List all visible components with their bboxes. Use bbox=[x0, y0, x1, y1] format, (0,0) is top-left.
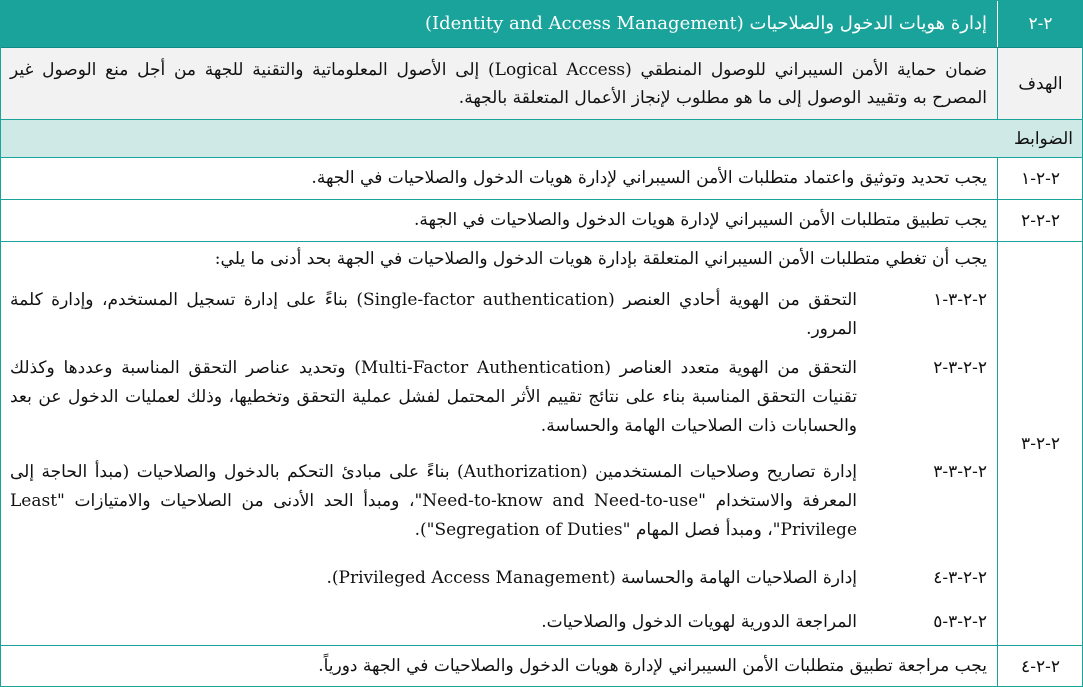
control-number: ٢-٢-٣ bbox=[997, 242, 1083, 645]
control-row bbox=[0, 200, 1083, 242]
section-title: إدارة هويات الدخول والصلاحيات (Identity and Access Management) bbox=[424, 13, 987, 34]
sub-control-number: ٢-٢-٣-٢ bbox=[933, 358, 987, 378]
control-number: ٢-٢-٤ bbox=[997, 646, 1083, 687]
section-number: ٢-٢ bbox=[997, 0, 1083, 47]
sub-control-item bbox=[10, 608, 987, 638]
control-row bbox=[0, 158, 1083, 200]
sub-control-number: ٢-٢-٣-٥ bbox=[933, 612, 987, 632]
goal-label: الهدف bbox=[997, 48, 1083, 119]
sub-control-item bbox=[10, 458, 987, 548]
sub-control-number: ٢-٢-٣-١ bbox=[933, 290, 987, 310]
sub-control-number: ٢-٢-٣-٤ bbox=[933, 568, 987, 588]
section-header-row bbox=[0, 0, 1083, 48]
controls-heading-row bbox=[0, 120, 1083, 158]
control-row bbox=[0, 242, 1083, 646]
goal-text: ضمان حماية الأمن السيبراني للوصول المنطقي (Logical Access) إلى الأصول المعلوماتية والتقنية للجهة من أجل منع الوصول غير المصرح به وتقييد الوصول إلى ما هو مطلوب لإنجاز الأعمال المتعلقة بالجهة. bbox=[10, 59, 987, 108]
sub-control-text: إدارة الصلاحيات الهامة والحساسة (Privileged Access Management). bbox=[326, 568, 857, 588]
sub-control-text: المراجعة الدورية لهويات الدخول والصلاحيات. bbox=[541, 612, 857, 632]
control-text: يجب تحديد وتوثيق واعتماد متطلبات الأمن السيبراني لإدارة هويات الدخول والصلاحيات في الجهة. bbox=[311, 168, 987, 188]
control-text: يجب أن تغطي متطلبات الأمن السيبراني المتعلقة بإدارة هويات الدخول والصلاحيات في الجهة بحد أدنى ما يلي: bbox=[214, 249, 987, 269]
controls-heading: الضوابط bbox=[1013, 128, 1073, 149]
sub-control-text: إدارة تصاريح وصلاحيات المستخدمين (Authorization) بناءً على مبادئ التحكم بالدخول والصلاحيات (مبدأ الحاجة إلى المعرفة والاستخدام "Need-to-know and Need-to-use"، ومبدأ الحد الأدنى من الصلاحيات والامتيازات "Least Privilege"، ومبدأ فصل المهام "Segregation of Duties"). bbox=[10, 462, 857, 540]
sub-control-text: التحقق من الهوية متعدد العناصر (Multi-Factor Authentication) وتحديد عناصر التحقق المناسبة وعددها وكذلك تقنيات التحقق المناسبة بناء على نتائج تقييم الأثر المحتمل لفشل عملية التحقق وتخطيها، وذلك لعمليات الدخول عن بعد والحسابات ذات الصلاحيات الهامة والحساسة. bbox=[10, 358, 857, 436]
sub-control-text: التحقق من الهوية أحادي العنصر (Single-factor authentication) بناءً على إدارة تسجيل المستخدم، وإدارة كلمة المرور. bbox=[10, 290, 857, 339]
sub-control-item bbox=[10, 354, 987, 444]
sub-control-item bbox=[10, 286, 987, 346]
control-text: يجب تطبيق متطلبات الأمن السيبراني لإدارة هويات الدخول والصلاحيات في الجهة. bbox=[413, 210, 987, 230]
control-row bbox=[0, 646, 1083, 687]
sub-control-number: ٢-٢-٣-٣ bbox=[933, 462, 987, 482]
control-number: ٢-٢-١ bbox=[997, 158, 1083, 199]
control-number: ٢-٢-٢ bbox=[997, 200, 1083, 241]
control-text: يجب مراجعة تطبيق متطلبات الأمن السيبراني لإدارة هويات الدخول والصلاحيات في الجهة دورياً. bbox=[318, 656, 987, 676]
sub-control-item bbox=[10, 564, 987, 594]
goal-row bbox=[0, 48, 1083, 120]
